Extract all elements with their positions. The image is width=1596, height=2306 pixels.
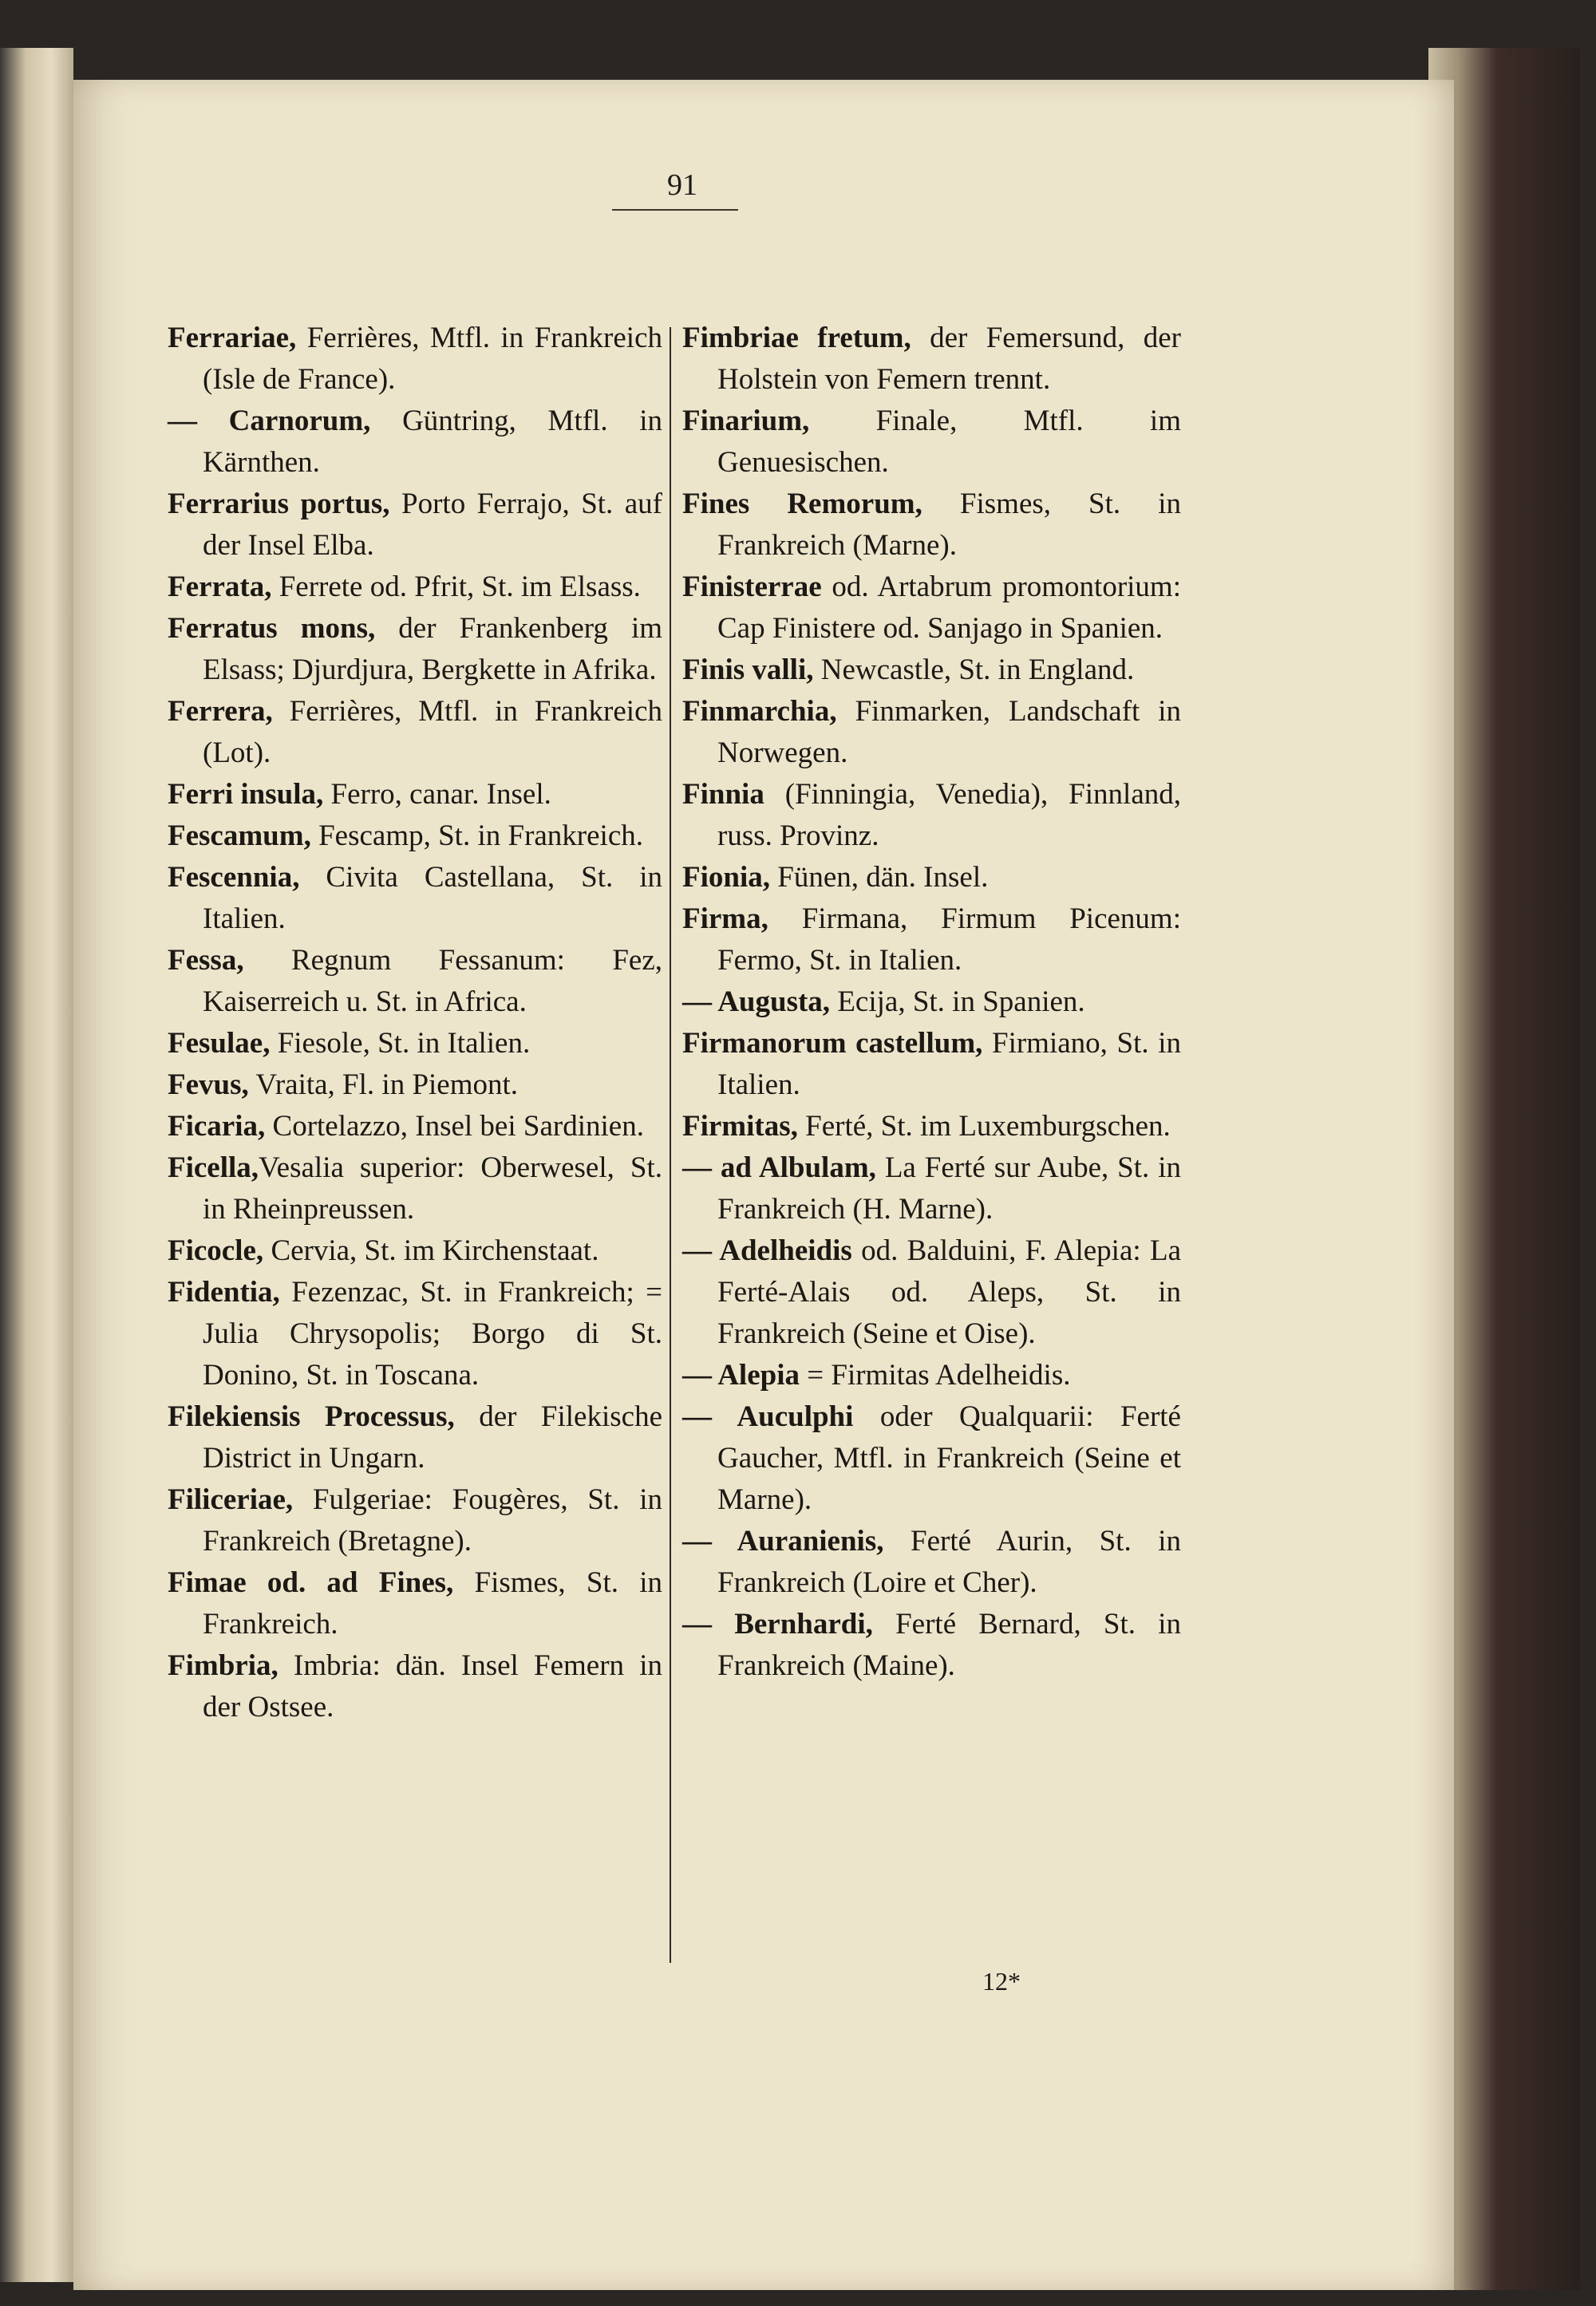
entry-definition: Ferté, St. im Luxemburgschen. [797,1110,1171,1143]
dictionary-entry [168,857,662,940]
entry-definition: der Frankenberg im Elsass; Djurdjura, Bergkette in Afrika. [203,612,663,686]
entry-headword: Finisterrae [682,571,822,603]
dictionary-entry [168,567,662,608]
entry-definition: Newcastle, St. in England. [813,653,1135,686]
entry-definition: Fulgeriae: Fougères, St. in Frankreich (Bretagne). [203,1483,662,1558]
entry-headword: Finarium, [682,405,810,437]
entry-definition: Ferté Aurin, St. in Frankreich (Loire et Cher). [717,1525,1181,1599]
entry-definition: od. Artabrum promontorium: Cap Finistere od. Sanjago in Spanien. [717,571,1181,645]
dictionary-entry [682,1023,1181,1106]
page-number: 91 [667,168,697,202]
dictionary-entry [682,1355,1181,1396]
dictionary-entry [682,650,1181,691]
dictionary-entry [168,1479,662,1562]
left-column [168,318,662,1728]
dictionary-entry [682,1230,1181,1355]
entry-definition: Fiesole, St. in Italien. [270,1027,531,1060]
entry-definition: Ecija, St. in Spanien. [830,985,1085,1018]
entry-headword: Fescennia, [168,861,300,894]
entry-definition: der Filekische District in Ungarn. [203,1400,662,1475]
entry-definition: Firmana, Firmum Picenum: Fermo, St. in Italien. [717,902,1181,977]
entry-headword: Fimbriae fretum, [682,322,911,354]
entry-definition: Vesalia superior: Oberwesel, St. in Rheinpreussen. [203,1151,662,1226]
entry-headword: Finnia [682,778,764,811]
previous-page-edge [0,48,73,2282]
entry-headword: Firma, [682,902,768,935]
dictionary-entry [168,608,662,691]
dictionary-entry [168,691,662,774]
entry-headword: — Alepia [682,1359,800,1392]
entry-headword: Filiceriae, [168,1483,294,1516]
entry-definition: Cervia, St. im Kirchenstaat. [263,1234,599,1267]
entry-definition: Ferro, canar. Insel. [323,778,551,811]
entry-definition: Ferté Bernard, St. in Frankreich (Maine). [717,1608,1181,1682]
entry-definition: Ferrete od. Pfrit, St. im Elsass. [271,571,641,603]
entry-headword: — Auculphi [682,1400,854,1433]
entry-definition: od. Balduini, F. Alepia: La Ferté-Alais od. Aleps, St. in Frankreich (Seine et Oise). [717,1234,1181,1350]
entry-headword: — Augusta, [682,985,831,1018]
entry-headword: Finis valli, [682,653,814,686]
entry-headword: Fidentia, [168,1276,280,1309]
entry-headword: — Auranienis, [682,1525,884,1558]
entry-headword: — Bernhardi, [682,1608,873,1641]
dictionary-entry [682,567,1181,650]
dictionary-entry [682,1604,1181,1687]
entry-definition: Civita Castellana, St. in Italien. [203,861,662,935]
entry-definition: Finmarken, Landschaft in Norwegen. [717,695,1181,769]
entry-headword: Fimbria, [168,1649,279,1682]
entry-definition: der Femersund, der Holstein von Femern trennt. [717,322,1181,396]
dictionary-entry [682,774,1181,857]
dictionary-entry [682,1521,1181,1604]
entry-headword: Ficella, [168,1151,259,1184]
entry-definition: Firmiano, St. in Italien. [717,1027,1181,1101]
dictionary-entry [168,1272,662,1396]
dictionary-entry [168,1023,662,1064]
dictionary-entry [168,1645,662,1728]
entry-definition: Ferrières, Mtfl. in Frankreich (Isle de France). [203,322,662,396]
dictionary-entry [168,318,662,401]
entry-headword: Fescamum, [168,819,311,852]
entry-headword: Ferrariae, [168,322,297,354]
entry-headword: Finmarchia, [682,695,837,728]
entry-headword: Fionia, [682,861,770,894]
entry-definition: Imbria: dän. Insel Femern in der Ostsee. [203,1649,662,1724]
dictionary-entry [682,898,1181,981]
entry-definition: Vraita, Fl. in Piemont. [248,1068,519,1101]
entry-headword: Firmitas, [682,1110,798,1143]
dictionary-entry [168,1064,662,1106]
dictionary-entry [168,940,662,1023]
entry-headword: Ficocle, [168,1234,264,1267]
entry-headword: Fimae od. ad Fines, [168,1566,454,1599]
entry-definition: Finale, Mtfl. im Genuesischen. [717,405,1181,479]
entry-headword: Ferri insula, [168,778,324,811]
entry-headword: Fevus, [168,1068,249,1101]
dictionary-entry [682,691,1181,774]
entry-headword: Ferrarius portus, [168,488,390,520]
dictionary-entry [682,857,1181,898]
signature-mark: 12* [982,1967,1021,1996]
dictionary-entry [682,318,1181,401]
right-column [682,318,1181,1687]
entry-definition: Fismes, St. in Frankreich (Marne). [717,488,1181,562]
dictionary-entry [682,1396,1181,1521]
entry-definition: Porto Ferrajo, St. auf der Insel Elba. [203,488,662,562]
entry-headword: Fesulae, [168,1027,271,1060]
entry-definition: Fescamp, St. in Frankreich. [310,819,644,852]
dictionary-entry [682,484,1181,567]
entry-definition: oder Qualquarii: Ferté Gaucher, Mtfl. in Frankreich (Seine et Marne). [717,1400,1181,1516]
page-number-rule [612,209,738,211]
dictionary-entry [168,774,662,815]
dictionary-entry [682,401,1181,484]
entry-headword: — ad Albulam, [682,1151,876,1184]
entry-definition: Fezenzac, St. in Frankreich; = Julia Chrysopolis; Borgo di St. Donino, St. in Toscana. [203,1276,662,1392]
dictionary-entry [168,401,662,484]
entry-headword: Firmanorum castellum, [682,1027,983,1060]
entry-headword: — Adelheidis [682,1234,852,1267]
entry-headword: Ferratus mons, [168,612,376,645]
dictionary-entry [682,981,1181,1023]
entry-headword: — Carnorum, [168,405,371,437]
entry-headword: Fessa, [168,944,244,977]
entry-definition: Regnum Fessanum: Fez, Kaiserreich u. St. in Africa. [203,944,662,1018]
entry-definition: Fismes, St. in Frankreich. [203,1566,662,1641]
entry-headword: Ferrera, [168,695,273,728]
dictionary-entry [682,1106,1181,1147]
dictionary-entry [168,815,662,857]
entry-headword: Ferrata, [168,571,272,603]
column-divider [670,327,671,1963]
entry-headword: Fines Remorum, [682,488,922,520]
entry-headword: Filekiensis Processus, [168,1400,455,1433]
entry-definition: (Finningia, Venedia), Finnland, russ. Provinz. [717,778,1181,852]
dictionary-entry [168,1147,662,1230]
dictionary-entry [168,1106,662,1147]
dictionary-entry [168,1396,662,1479]
dictionary-entry [168,1562,662,1645]
entry-definition: Güntring, Mtfl. in Kärnthen. [203,405,662,479]
dictionary-entry [168,1230,662,1272]
dictionary-entry [168,484,662,567]
entry-definition: Fünen, dän. Insel. [770,861,989,894]
dictionary-entry [682,1147,1181,1230]
entry-headword: Ficaria, [168,1110,266,1143]
entry-definition: Ferrières, Mtfl. in Frankreich (Lot). [203,695,662,769]
entry-definition: = Firmitas Adelheidis. [800,1359,1071,1392]
entry-definition: La Ferté sur Aube, St. in Frankreich (H. Marne). [717,1151,1181,1226]
entry-definition: Cortelazzo, Insel bei Sardinien. [265,1110,644,1143]
